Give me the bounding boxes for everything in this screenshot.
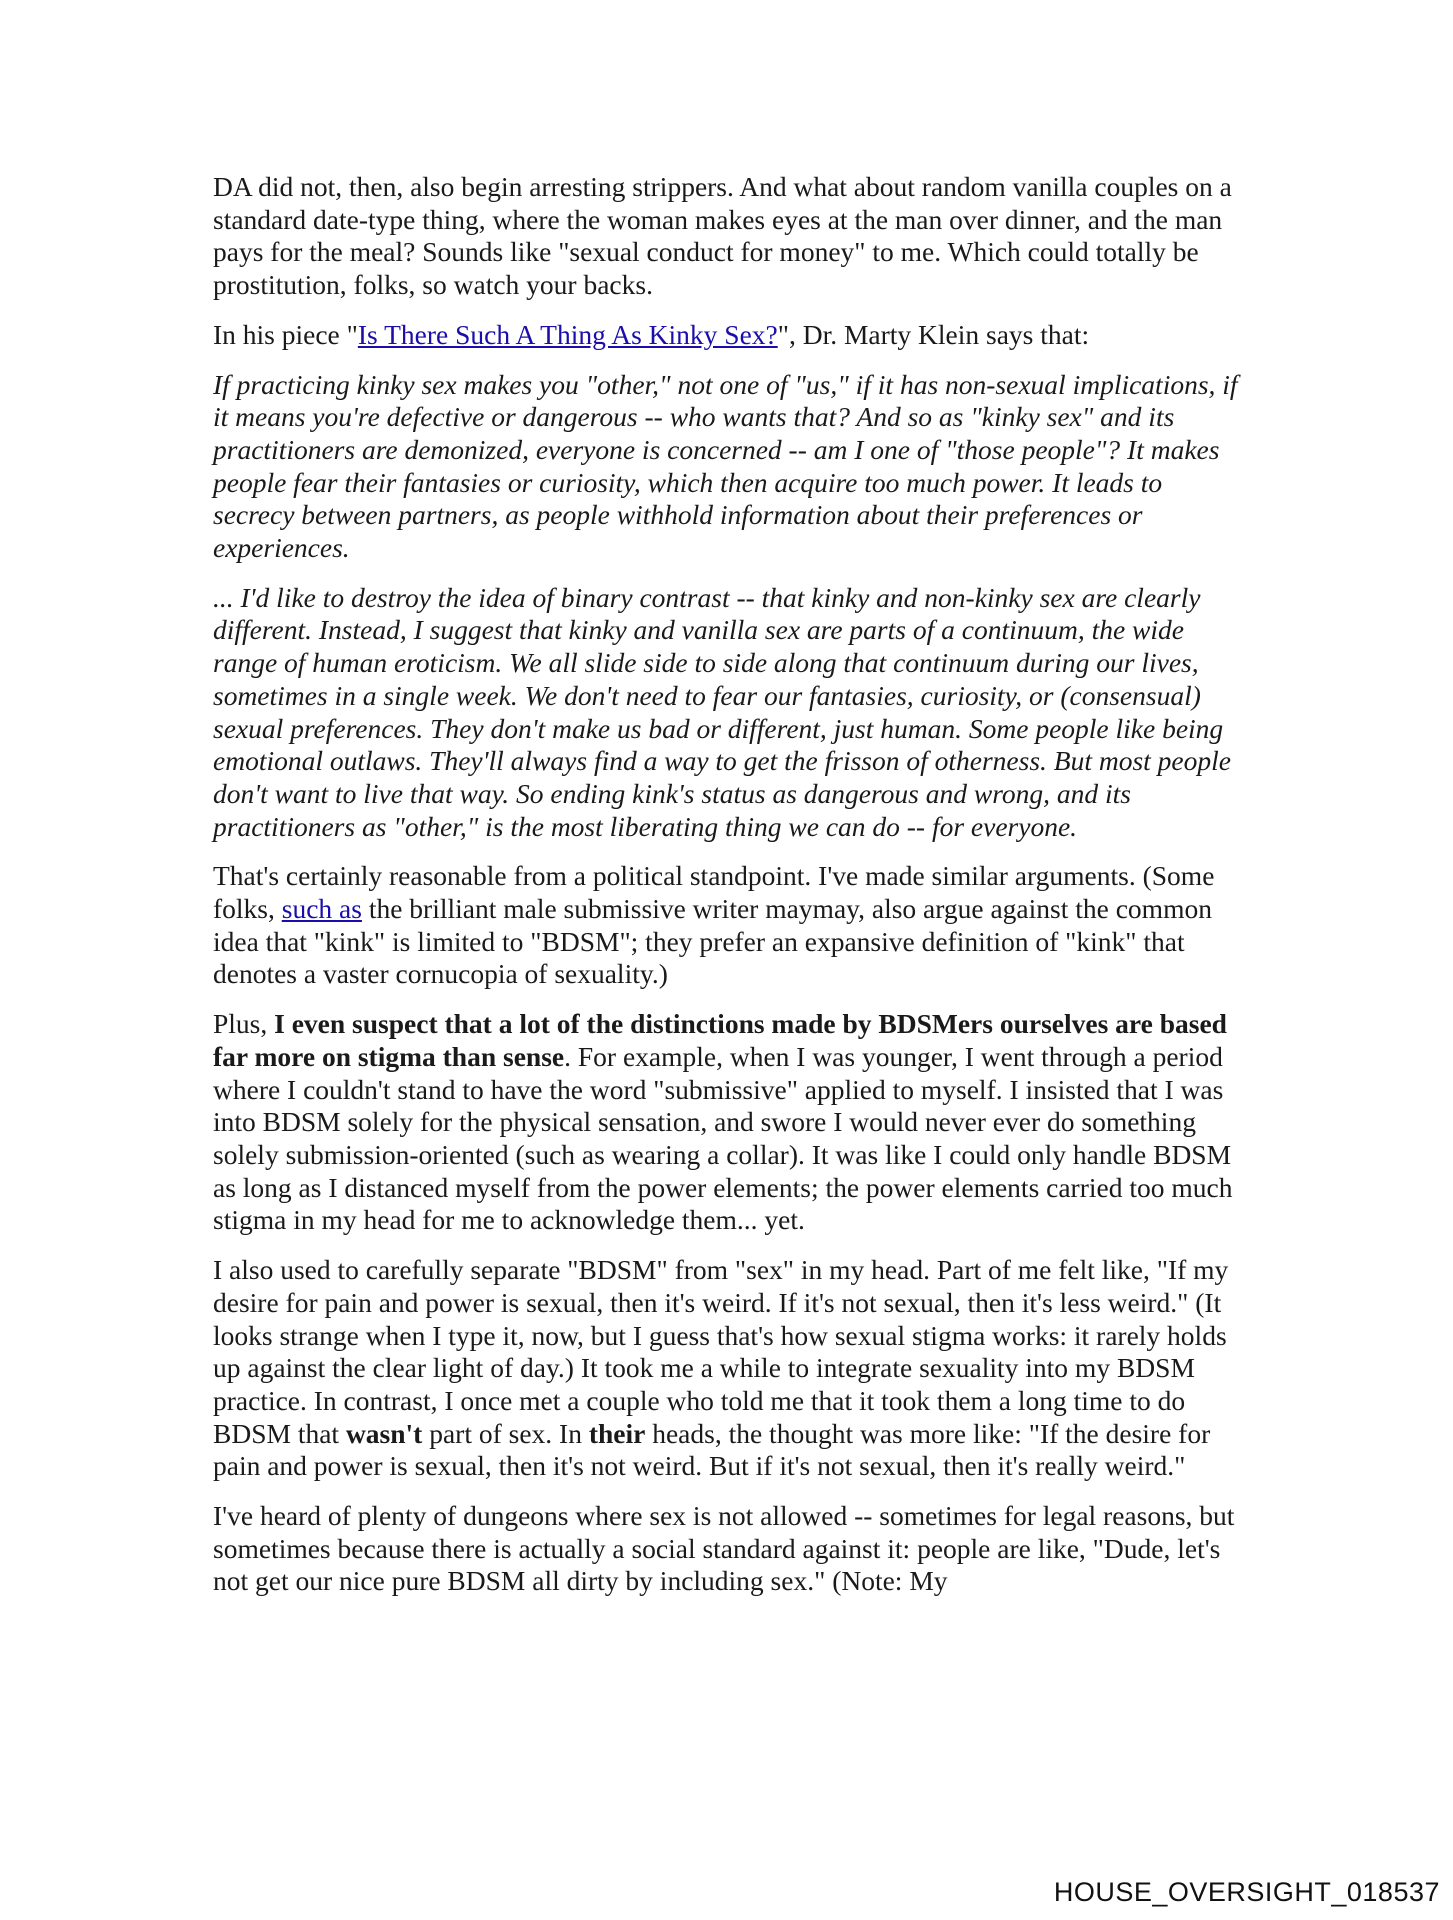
paragraph-klein-intro	[213, 319, 1243, 352]
document-id-stamp: HOUSE_OVERSIGHT_018537	[1053, 1877, 1440, 1907]
kinky-sex-article-link[interactable]: Is There Such A Thing As Kinky Sex?	[357, 318, 778, 350]
paragraph-text: . For example, when I was younger, I went through a period where I couldn't stand to have the word "submissive" applied to myself. I insisted that I was into BDSM solely for the physical sensation, and swore I would never ever do something solely submission-oriented (such as wearing a collar). It was like I could only handle BDSM as long as I distanced myself from the power elements; the power elements carried too much stigma in my head for me to acknowledge them... yet.	[213, 1040, 1233, 1236]
quote-continuum: ... I'd like to destroy the idea of binary contrast -- that kinky and non-kinky sex are clearly different. Instead, I suggest that kinky and vanilla sex are parts of a continuum, the wide range of human eroticism. We all slide side to side along that continuum during our lives, sometimes in a single week. We don't need to fear our fantasies, curiosity, or (consensual) sexual preferences. They don't make us bad or different, just human. Some people like being emotional outlaws. They'll always find a way to get the frisson of otherness. But most people don't want to live that way. So ending kink's status as dangerous and wrong, and its practitioners as "other," is the most liberating thing we can do -- for everyone.	[213, 581, 1231, 842]
such-as-link[interactable]: such as	[281, 893, 362, 925]
document-body	[213, 171, 1243, 1615]
quote-other: If practicing kinky sex makes you "other," not one of "us," if it has non-sexual implications, if it means you're defective or dangerous -- who wants that? And so as "kinky sex" and its practitioners are demonized, everyone is concerned -- am I one of "those people"? It makes people fear their fantasies or curiosity, which then acquire too much power. It leads to secrecy between partners, as people withhold information about their preferences or experiences.	[213, 368, 1238, 564]
paragraph-text: heads, the thought was more like: "If the desire for pain and power is sexual, then it's not weird. But if it's not sexual, then it's really weird."	[213, 1417, 1211, 1482]
bold-stigma-statement: I even suspect that a lot of the distinctions made by BDSMers ourselves are based far more on stigma than sense	[213, 1008, 1227, 1072]
paragraph-text: In his piece "	[213, 318, 358, 350]
bold-their: their	[588, 1417, 646, 1449]
paragraph-text: the brilliant male submissive writer maymay, also argue against the common idea that "kink" is limited to "BDSM"; they prefer an expansive definition of "kink" that denotes a vaster cornucopia of sexuality.)	[213, 893, 1212, 990]
paragraph-text: That's certainly reasonable from a political standpoint. I've made similar arguments. (Some folks,	[213, 860, 1215, 925]
paragraph-bdsm-sex-separation	[213, 1254, 1243, 1483]
bold-wasnt: wasn't	[345, 1417, 423, 1449]
paragraph-text: I also used to carefully separate "BDSM" from "sex" in my head. Part of me felt like, "If my desire for pain and power is sexual, then it's weird. If it's not sexual, then it's less weird." (It looks strange when I type it, now, but I guess that's how sexual stigma works: it rarely holds up against the clear light of day.) It took me a while to integrate sexuality into my BDSM practice. In contrast, I once met a couple who told me that it took them a long time to do BDSM that	[213, 1254, 1229, 1449]
paragraph-text: part of sex. In	[422, 1417, 589, 1449]
paragraph-text: Plus,	[213, 1008, 275, 1040]
paragraph-dungeons: I've heard of plenty of dungeons where sex is not allowed -- sometimes for legal reasons, but sometimes because there is actually a social standard against it: people are like, "Dude, let's not get our nice pure BDSM all dirty by including sex." (Note: My	[213, 1500, 1235, 1597]
paragraph-strippers: DA did not, then, also begin arresting strippers. And what about random vanilla couples on a standard date-type thing, where the woman makes eyes at the man over dinner, and the man pays for the meal? Sounds like "sexual conduct for money" to me. Which could totally be prostitution, folks, so watch your backs.	[213, 171, 1232, 301]
paragraph-political-standpoint	[213, 860, 1243, 991]
paragraph-text: ", Dr. Marty Klein says that:	[777, 318, 1090, 350]
paragraph-stigma	[213, 1008, 1243, 1237]
